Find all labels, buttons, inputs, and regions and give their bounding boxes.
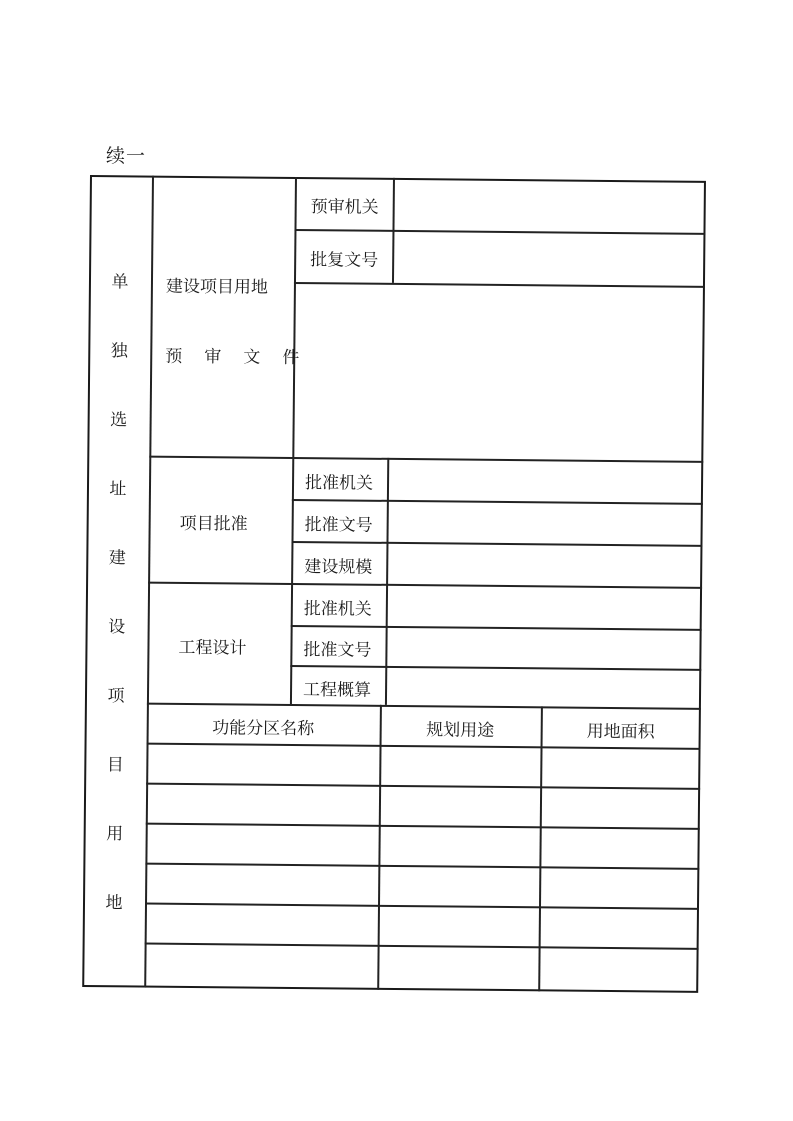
side-title-char: 地 [105,893,123,914]
engineering-design-title: 工程设计 [178,637,247,659]
field-value-approval-doc-no[interactable] [397,511,695,538]
side-title-char: 独 [110,341,128,362]
field-value-approval-doc-no[interactable] [395,636,693,663]
field-label-project-budget: 工程概算 [302,680,372,701]
field-value-approval-authority[interactable] [397,469,695,496]
field-value-approval-authority[interactable] [396,595,694,622]
side-title-char: 用 [106,824,124,845]
field-value-preapproval-authority[interactable] [403,193,698,220]
field-value-construction-scale[interactable] [396,553,694,580]
cell-planned-use[interactable] [386,755,536,780]
table-row [145,905,699,948]
table-header-land-area: 用地面积 [586,721,655,743]
project-approval-title: 项目批准 [179,513,248,535]
land-use-form [82,175,706,993]
table-row [146,745,700,788]
side-title-char: 项 [107,686,125,707]
side-title-char: 目 [106,755,124,776]
table-row [146,785,700,828]
table-row [145,865,699,908]
cell-land-area[interactable] [545,916,695,941]
field-label-approval-doc-no: 批准文号 [303,640,372,661]
cell-land-area[interactable] [546,756,696,781]
cell-planned-use[interactable] [384,955,534,980]
cell-zone-name[interactable] [152,953,372,979]
cell-land-area[interactable] [545,836,695,861]
preapproval-notes-area[interactable] [297,289,697,453]
cell-land-area[interactable] [546,796,696,821]
side-title-char: 建 [108,548,126,569]
table-row [144,945,698,990]
cell-zone-name[interactable] [154,793,374,819]
continuation-heading: 续一 [106,145,147,167]
cell-planned-use[interactable] [385,875,535,900]
side-title-char: 设 [108,617,126,638]
field-label-approval-doc-no: 批准文号 [304,515,373,536]
field-value-project-budget[interactable] [395,676,693,703]
field-label-approval-authority: 批准机关 [303,599,372,620]
cell-land-area[interactable] [544,956,694,981]
cell-zone-name[interactable] [153,873,373,899]
cell-planned-use[interactable] [386,795,536,820]
cell-zone-name[interactable] [154,753,374,779]
field-label-construction-scale: 建设规模 [304,557,373,578]
table-header-zone-name: 功能分区名称 [212,718,315,740]
table-header-planned-use: 规划用途 [426,720,495,741]
preapproval-title: 建设项目用地 [165,276,269,298]
cell-zone-name[interactable] [153,833,373,859]
side-title-char: 单 [111,272,129,293]
side-title-char: 址 [109,479,127,500]
cell-zone-name[interactable] [153,913,373,939]
side-title-char: 选 [110,410,128,431]
preapproval-subtitle: 预审文件 [165,346,322,369]
cell-land-area[interactable] [545,876,695,901]
cell-planned-use[interactable] [385,835,535,860]
field-label-approval-authority: 批准机关 [304,473,374,494]
side-title [82,267,151,958]
cell-planned-use[interactable] [385,915,535,940]
table-row [145,825,699,868]
field-label-approval-doc-no: 批复文号 [310,250,379,271]
field-value-approval-doc-no[interactable] [402,246,697,273]
field-label-preapproval-authority: 预审机关 [310,197,379,218]
